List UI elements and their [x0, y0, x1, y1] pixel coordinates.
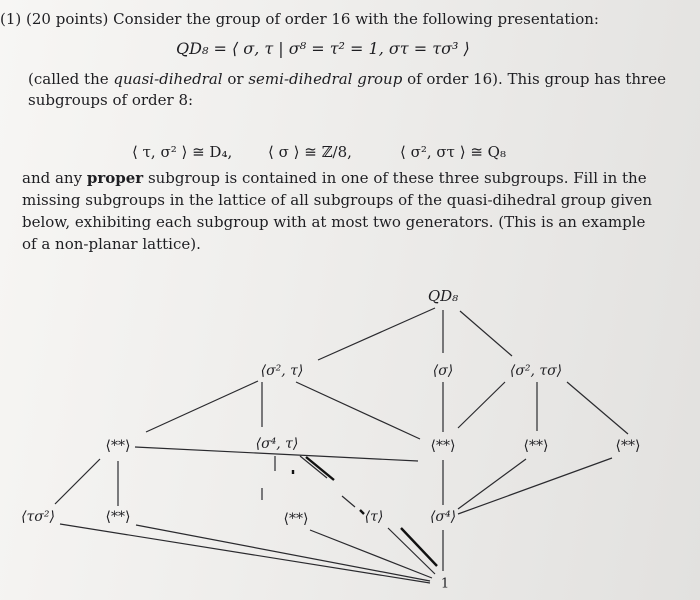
lattice-node-s4: ⟨σ⁴⟩ — [429, 509, 457, 525]
lattice-node-missing: ⟨**⟩ — [105, 438, 131, 454]
paragraph-line-1: and any proper subgroup is contained in one of these three subgroups. Fill in the — [22, 169, 647, 187]
subgroup-d4: ⟨ τ, σ² ⟩ ≅ D₄, — [132, 143, 233, 161]
subgroup-q8: ⟨ σ², στ ⟩ ≅ Q₈ — [400, 143, 506, 161]
paragraph-line-3: below, exhibiting each subgroup with at most two generators. (This is an example — [22, 213, 646, 231]
subgroups-intro: subgroups of order 8: — [28, 91, 194, 109]
lattice-node-trivial: 1 — [440, 576, 450, 592]
subgroup-z8: ⟨ σ ⟩ ≅ ℤ/8, — [268, 143, 352, 161]
lattice-node-tau: ⟨τ⟩ — [364, 509, 384, 525]
lattice-node-s2-tau: ⟨σ², τ⟩ — [260, 363, 304, 379]
lattice-node-s4-tau: ⟨σ⁴, τ⟩ — [255, 436, 299, 452]
lattice-node-missing: ⟨**⟩ — [105, 509, 131, 525]
presentation-formula: QD₈ = ⟨ σ, τ | σ⁸ = τ² = 1, στ = τσ³ ⟩ — [176, 39, 470, 58]
lattice-node-sigma: ⟨σ⟩ — [432, 363, 454, 379]
lattice-node-missing: ⟨**⟩ — [283, 511, 309, 527]
lattice-node-s2-tausigma: ⟨σ², τσ⟩ — [509, 363, 563, 379]
lattice-node-top: QD₈ — [427, 287, 459, 305]
called-line: (called the quasi-dihedral or semi-dihedral group of order 16). This group has three — [28, 70, 666, 88]
lattice-node-missing: ⟨**⟩ — [615, 438, 641, 454]
paragraph-line-2: missing subgroups in the lattice of all subgroups of the quasi-dihedral group given — [22, 191, 652, 209]
problem-header: (1) (20 points) Consider the group of order 16 with the following presentation: — [0, 10, 599, 28]
lattice-node-missing: ⟨**⟩ — [523, 438, 549, 454]
paragraph-line-4: of a non-planar lattice). — [22, 235, 201, 253]
lattice-node-tau-s2: ⟨τσ²⟩ — [21, 509, 55, 525]
lattice-node-missing: ⟨**⟩ — [430, 438, 456, 454]
